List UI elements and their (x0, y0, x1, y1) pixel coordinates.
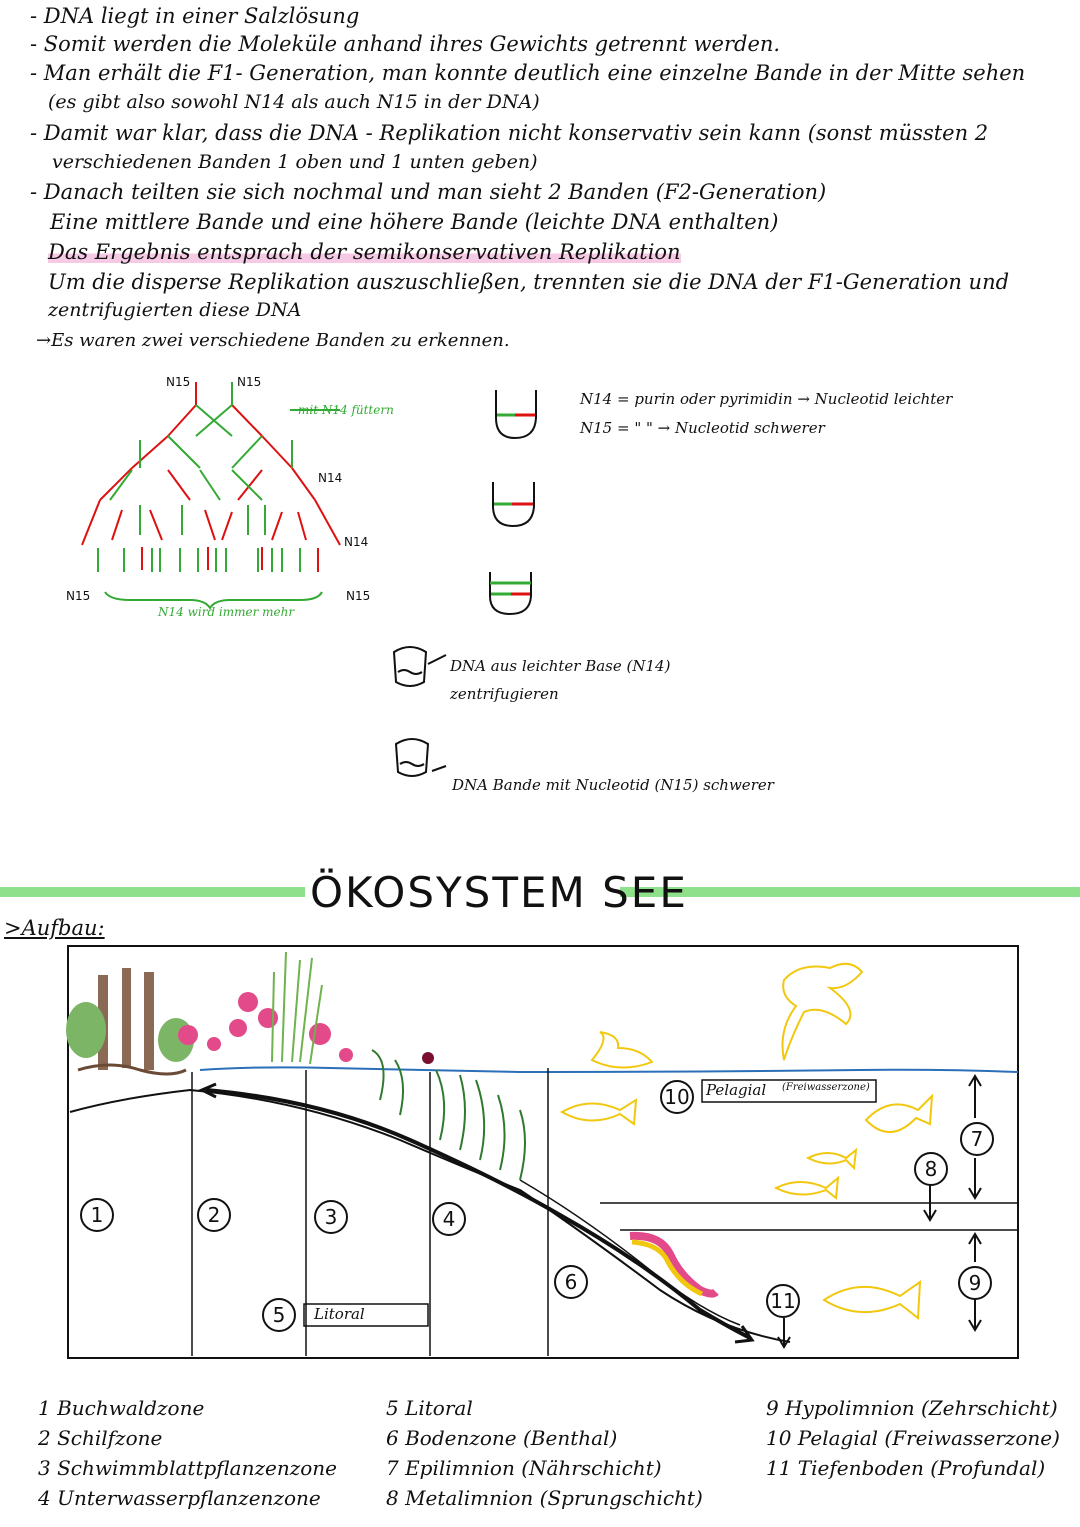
label-bottom-caption: N14 wird immer mehr (158, 605, 295, 619)
note-line: - Somit werden die Moleküle anhand ihres Gewichts getrennt werden. (30, 32, 781, 56)
label-n14-a: N14 (318, 471, 343, 485)
centrifuge-tubes (490, 390, 536, 614)
note-line: (es gibt also sowohl N14 als auch N15 in der DNA) (48, 91, 540, 113)
yellow-fauna (562, 964, 932, 1318)
trees (66, 968, 194, 1074)
note-line: - DNA liegt in einer Salzlösung (30, 4, 360, 28)
legend-item: 9 Hypolimnion (Zehrschicht) (766, 1396, 1058, 1420)
legend-item: 8 Metalimnion (Sprungschicht) (386, 1486, 703, 1510)
lake-frame (68, 946, 1018, 1358)
legend-col-2 (386, 1393, 703, 1513)
tube1-label: DNA aus leichter Base (N14) zentrifugieren (450, 657, 671, 703)
reeds (272, 952, 322, 1064)
label-top-right: N15 (237, 375, 262, 389)
legend-item: 2 Schilfzone (38, 1426, 163, 1450)
marker-4: 4 (432, 1202, 466, 1236)
layer-arrows (778, 1076, 981, 1347)
centrifuge-cups (394, 647, 446, 776)
n14-note: N14 = purin oder pyrimidin → Nucleotid leichter (580, 390, 953, 408)
note-line: - Man erhält die F1- Generation, man konnte deutlich eine einzelne Bande in der Mitte sehen (30, 61, 1026, 85)
marker-2: 2 (197, 1198, 231, 1232)
legend-item: 4 Unterwasserpflanzenzone (38, 1486, 321, 1510)
note-line: Eine mittlere Bande und eine höhere Bande (leichte DNA enthalten) (50, 210, 779, 234)
note-line: Um die disperse Replikation auszuschließen, trennten sie die DNA der F1-Generation und (48, 270, 1010, 294)
pelagial-note: (Freiwasserzone) (782, 1082, 870, 1093)
lake-floor-inner (520, 1180, 740, 1325)
marker-10: 10 (660, 1080, 694, 1114)
marker-9: 9 (958, 1266, 992, 1300)
note-line: - Danach teilten sie sich nochmal und man sieht 2 Banden (F2-Generation) (30, 180, 827, 204)
marker-6: 6 (554, 1265, 588, 1299)
legend-item: 10 Pelagial (Freiwasserzone) (766, 1426, 1060, 1450)
note-line: Das Ergebnis entsprach der semikonservativen Replikation (48, 240, 681, 264)
water-surface (200, 1067, 1018, 1072)
legend-item: 11 Tiefenboden (Profundal) (766, 1456, 1046, 1480)
zone-dividers (192, 1068, 548, 1356)
marker-1: 1 (80, 1198, 114, 1232)
section-label: >Aufbau: (4, 916, 105, 940)
label-n14-b: N14 (344, 535, 369, 549)
label-bottom-left: N15 (66, 589, 91, 603)
legend-item: 3 Schwimmblattpflanzenzone (38, 1456, 338, 1480)
legend-item: 6 Bodenzone (Benthal) (386, 1426, 618, 1450)
n15-note: N15 = " " → Nucleotid schwerer (580, 419, 825, 437)
water-flower (422, 1052, 434, 1064)
note-line: verschiedenen Banden 1 oben und 1 unten geben) (52, 151, 538, 173)
marker-11: 11 (766, 1284, 800, 1318)
legend-col-1 (38, 1393, 337, 1513)
legend-item: 5 Litoral (386, 1396, 473, 1420)
marker-8: 8 (914, 1152, 948, 1186)
marker-7: 7 (960, 1122, 994, 1156)
legend-col-3 (766, 1393, 1060, 1483)
note-line: zentrifugierten diese DNA (48, 299, 302, 321)
legend-item: 1 Buchwaldzone (38, 1396, 205, 1420)
flowers (178, 992, 353, 1062)
layer-lines (600, 1203, 1018, 1230)
pelagial-label: Pelagial (706, 1081, 767, 1099)
note-line: →Es waren zwei verschiedene Banden zu erkennen. (36, 330, 510, 351)
legend-item: 7 Epilimnion (Nährschicht) (386, 1456, 662, 1480)
tube2-label: DNA Bande mit Nucleotid (N15) schwerer (452, 776, 774, 794)
tube-bands (490, 415, 535, 594)
label-top-left: N15 (166, 375, 191, 389)
litoral-label: Litoral (314, 1305, 365, 1323)
ecosystem-title: ÖKOSYSTEM SEE (310, 868, 688, 917)
label-feed: mit N14 füttern (298, 403, 394, 417)
note-line: - Damit war klar, dass die DNA - Replikation nicht konservativ sein kann (sonst müssten 2 (30, 121, 989, 145)
label-bottom-right: N15 (346, 589, 371, 603)
marker-5: 5 (262, 1298, 296, 1332)
marker-3: 3 (314, 1200, 348, 1234)
